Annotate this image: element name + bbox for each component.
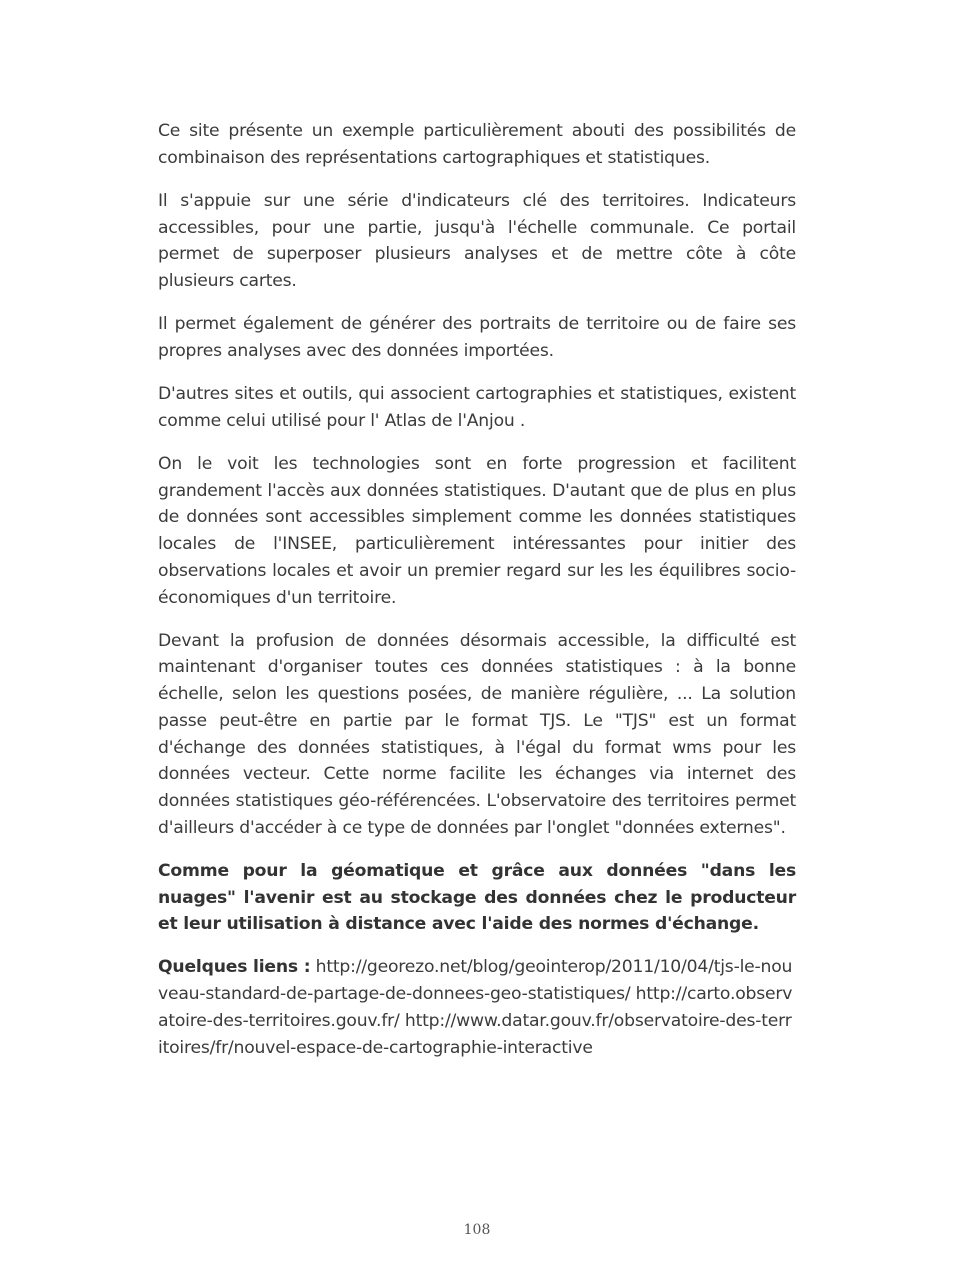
links-urls[interactable]: http://georezo.net/blog/geointerop/2011/10/04/tjs-le-nouveau-standard-de-partage-de-donnees-geo-statistiques/ http://carto.observatoire-des-territoires.gouv.fr/ http://www.datar.gouv.fr/observatoire-des-territoires/fr/nouvel-espace-de-cartographie-interactive (158, 957, 793, 1058)
paragraph-tjs-format: Devant la profusion de données désormais accessible, la difficulté est maintenant d'organiser toutes ces données statistiques : à la bonne échelle, selon les questions posées, de manière régulière, ... La solution passe peut-être en partie par le format TJS. Le "TJS" est un format d'échange des données statistiques, à l'égal du format wms pour les données vecteur. Cette norme facilite les échanges via internet des données statistiques géo-référencées. L'observatoire des territoires permet d'ailleurs d'accéder à ce type de données par l'onglet "données externes". (158, 630, 796, 838)
links-label: Quelques liens : (158, 957, 311, 978)
paragraph-indicators: Il s'appuie sur une série d'indicateurs clé des territoires. Indicateurs accessibles, pour une partie, jusqu'à l'échelle communale. Ce portail permet de superposer plusieurs analyses et de mettre côte à côte plusieurs cartes. (158, 190, 796, 292)
paragraph-technologies: On le voit les technologies sont en forte progression et facilitent grandement l'accès aux données statistiques. D'autant que de plus en plus de données sont accessibles simplement comme les données statistiques locales de l'INSEE, particulièrement intéressantes pour initier des observations locales et avoir un premier regard sur les les équilibres socio-économiques d'un territoire. (158, 454, 796, 608)
paragraph-other-sites: D'autres sites et outils, qui associent cartographies et statistiques, existent comme celui utilisé pour l' Atlas de l'Anjou . (158, 384, 796, 431)
text-column (158, 118, 796, 1078)
paragraph-intro: Ce site présente un exemple particulièrement abouti des possibilités de combinaison des représentations cartographiques et statistiques. (158, 121, 796, 168)
paragraph-conclusion: Comme pour la géomatique et grâce aux données "dans les nuages" l'avenir est au stockage des données chez le producteur et leur utilisation à distance avec l'aide des normes d'échange. (158, 860, 796, 935)
paragraph-links (158, 954, 796, 1061)
paragraph-portraits: Il permet également de générer des portraits de territoire ou de faire ses propres analyses avec des données importées. (158, 314, 796, 361)
page-number: 108 (463, 1222, 491, 1238)
